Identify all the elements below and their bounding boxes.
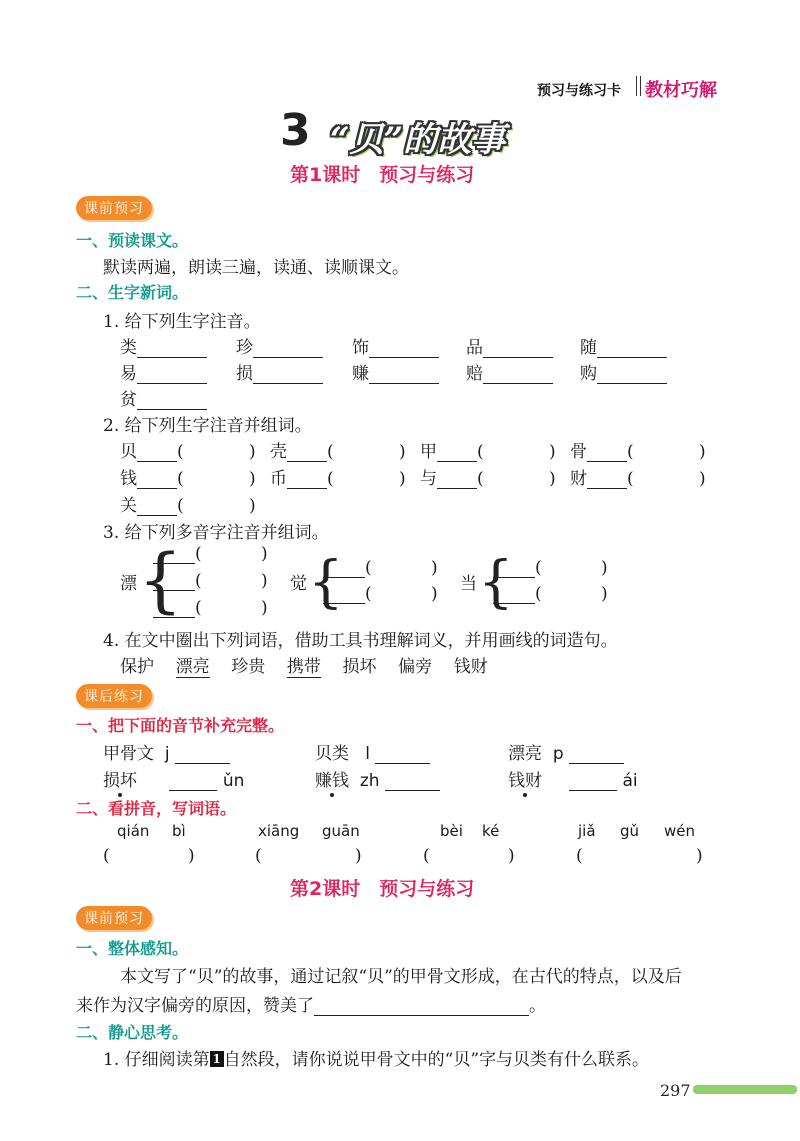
pinyin-blank[interactable]: [137, 461, 177, 462]
q2-item: 甲 ( ): [420, 442, 556, 462]
q3-line: ( ): [493, 558, 608, 578]
pinyin-blank[interactable]: [287, 488, 327, 489]
pinyin-blank[interactable]: [137, 409, 207, 410]
char-label: 关: [120, 496, 137, 516]
header-right-label: 教材巧解: [645, 80, 717, 101]
q1-char: [236, 359, 323, 384]
section-overview-title: 一、整体感知。: [76, 939, 189, 958]
part1-subtitle: 第1课时 预习与练习: [290, 164, 475, 186]
char-label: 类: [120, 338, 137, 358]
q4-word-list: [120, 652, 488, 677]
q4-word-underlined[interactable]: 携带: [286, 657, 321, 677]
page-number: 297: [660, 1081, 691, 1100]
char-label: 财: [570, 469, 587, 489]
pinyin-blank[interactable]: [153, 563, 195, 564]
syllable-word: 贝类: [315, 744, 349, 764]
section-new-words-title: 二、生字新词。: [76, 283, 189, 302]
pinyin-text: ké: [482, 822, 500, 840]
char-label: 随: [580, 338, 597, 358]
q4-word-underlined[interactable]: 漂亮: [175, 657, 210, 677]
char-label: 赚: [352, 364, 369, 384]
pinyin-blank[interactable]: [137, 488, 177, 489]
pinyin-blank[interactable]: [137, 357, 207, 358]
q2-item: 关 ( ): [120, 496, 256, 516]
paragraph-number-box: 1: [210, 1051, 224, 1067]
brace-icon: {: [478, 550, 514, 615]
pre-study-badge-2: [76, 906, 152, 930]
char-label: 饰: [352, 338, 369, 358]
answer-paren[interactable]: ( ): [103, 846, 195, 866]
overview-line-2-end: 。: [529, 996, 546, 1016]
pinyin-blank[interactable]: [597, 383, 667, 384]
brace-icon: {: [308, 550, 344, 615]
pinyin-blank[interactable]: [153, 590, 195, 591]
word-paren[interactable]: (: [177, 496, 184, 516]
overview-line-2: [76, 991, 546, 1016]
section-syllable-title: 一、把下面的音节补充完整。: [76, 716, 285, 735]
q3-char-dang: 当: [460, 574, 477, 594]
reflect-q1-post: 自然段，请你说说甲骨文中的“贝”字与贝类有什么联系。: [223, 1050, 650, 1070]
pinyin-blank[interactable]: [137, 515, 177, 516]
syllable-item: [315, 739, 430, 764]
word-paren[interactable]: (: [627, 469, 634, 489]
q2-item: 财 ( ): [570, 469, 706, 489]
pinyin-text: bèi: [440, 822, 463, 840]
syllable-hint: ǔn: [222, 771, 245, 791]
word-paren[interactable]: (: [477, 469, 484, 489]
char-label: 甲: [420, 442, 437, 462]
post-practice-badge: [76, 684, 152, 708]
syllable-word: 漂亮: [508, 744, 542, 764]
lesson-title: “贝”的故事: [330, 120, 506, 160]
pinyin-blank[interactable]: [287, 461, 327, 462]
pinyin-text: bì: [172, 822, 186, 840]
syllable-item: [508, 766, 638, 791]
word-paren[interactable]: (: [327, 442, 334, 462]
syllable-hint: zh: [359, 771, 380, 791]
q3-char-piao: 漂: [120, 574, 137, 594]
pinyin-text: jiǎ: [578, 822, 596, 840]
pinyin-blank[interactable]: [493, 603, 535, 604]
char-label: 贝: [120, 442, 137, 462]
pinyin-blank[interactable]: [587, 461, 627, 462]
syllable-blank[interactable]: [175, 763, 230, 764]
pinyin-blank[interactable]: [437, 488, 477, 489]
q3-line: ( ): [153, 571, 268, 591]
pinyin-blank[interactable]: [369, 357, 439, 358]
q2-item: 币 ( ): [270, 469, 406, 489]
q1-char: [352, 333, 439, 358]
syllable-hint: p: [552, 744, 564, 764]
pinyin-text: wén: [664, 822, 696, 840]
q1-char: [120, 333, 207, 358]
section-preread-text: 默读两遍，朗读三遍，读通、读顺课文。: [103, 258, 409, 278]
word-paren[interactable]: (: [327, 469, 334, 489]
reflect-q1-pre: 1. 仔细阅读第: [103, 1050, 210, 1070]
pre-study-badge-label: 课前预习: [76, 196, 152, 220]
brace-icon: {: [138, 539, 183, 621]
syllable-hint: l: [365, 744, 370, 764]
syllable-item: [103, 739, 230, 764]
section-preread-title: 一、预读课文。: [76, 231, 189, 250]
q3-line: ( ): [323, 584, 438, 604]
q4-word[interactable]: 损坏: [342, 657, 377, 677]
pinyin-blank[interactable]: [369, 383, 439, 384]
q4-instruction: 4. 在文中圈出下列词语，借助工具书理解词义，并用画线的词造句。: [103, 631, 618, 651]
section-reflect-title: 二、静心思考。: [76, 1023, 189, 1042]
syllable-hint: j: [164, 744, 170, 764]
q1-char: [120, 359, 207, 384]
char-label: 珍: [236, 338, 253, 358]
answer-paren[interactable]: ( ): [576, 846, 703, 866]
syllable-item: [508, 739, 624, 764]
syllable-blank[interactable]: [569, 763, 624, 764]
q1-char: [466, 359, 553, 384]
syllable-word: 钱财: [508, 771, 542, 791]
page-bar: [693, 1085, 797, 1094]
pinyin-blank[interactable]: [253, 357, 323, 358]
q3-char-jue: 觉: [290, 574, 307, 594]
pinyin-blank[interactable]: [587, 488, 627, 489]
syllable-hint: ái: [622, 771, 638, 791]
pinyin-blank[interactable]: [153, 617, 195, 618]
q4-word[interactable]: 珍贵: [231, 657, 266, 677]
q2-item: 壳 ( ): [270, 442, 406, 462]
word-paren[interactable]: (: [195, 544, 202, 564]
word-paren[interactable]: (: [195, 571, 202, 591]
pinyin-blank[interactable]: [483, 357, 553, 358]
word-paren[interactable]: (: [365, 584, 372, 604]
answer-paren[interactable]: ( ): [423, 846, 515, 866]
header-left-label: 预习与练习卡: [537, 83, 621, 99]
syllable-blank[interactable]: [169, 790, 217, 791]
syllable-blank[interactable]: [569, 790, 617, 791]
syllable-blank[interactable]: [385, 790, 440, 791]
word-paren[interactable]: (: [535, 584, 542, 604]
q4-word[interactable]: 保护: [120, 657, 154, 677]
pinyin-blank[interactable]: [493, 577, 535, 578]
pinyin-blank[interactable]: [483, 383, 553, 384]
pre-study-badge-label: 课前预习: [76, 906, 152, 930]
char-label: 骨: [570, 442, 587, 462]
overview-line-2-text: 来作为汉字偏旁的原因，赞美了: [76, 996, 314, 1016]
pre-study-badge: [76, 196, 152, 220]
q3-instruction: 3. 给下列多音字注音并组词。: [103, 523, 329, 543]
q1-char: [466, 333, 553, 358]
char-label: 贫: [120, 390, 137, 410]
char-label: 损: [236, 364, 253, 384]
section-pinyin-title: 二、看拼音，写词语。: [76, 799, 237, 818]
char-label: 币: [270, 469, 287, 489]
char-label: 易: [120, 364, 137, 384]
q1-char: [580, 333, 667, 358]
syllable-word: 损坏: [103, 771, 137, 791]
overview-line-1: 本文写了“贝”的故事，通过记叙“贝”的甲骨文形成，在古代的特点，以及后: [120, 967, 682, 987]
q1-char: [120, 385, 207, 410]
pinyin-text: xiāng: [258, 822, 300, 840]
q2-item: 与 ( ): [420, 469, 556, 489]
word-paren[interactable]: (: [535, 558, 542, 578]
q3-line: ( ): [323, 558, 438, 578]
pinyin-blank[interactable]: [597, 357, 667, 358]
q1-instruction: 1. 给下列生字注音。: [103, 312, 261, 332]
char-label: 壳: [270, 442, 287, 462]
pinyin-text: guān: [322, 822, 360, 840]
word-paren[interactable]: (: [477, 442, 484, 462]
header-separator: [636, 76, 641, 96]
syllable-word: 甲骨文: [103, 744, 154, 764]
syllable-word: 赚钱: [315, 771, 349, 791]
syllable-blank[interactable]: [375, 763, 430, 764]
char-label: 与: [420, 469, 437, 489]
word-paren[interactable]: (: [177, 442, 184, 462]
char-label: 赔: [466, 364, 483, 384]
q2-item: 贝 ( ): [120, 442, 256, 462]
q3-line: ( ): [153, 544, 268, 564]
char-label: 品: [466, 338, 483, 358]
q4-word[interactable]: 钱财: [453, 657, 488, 677]
q1-char: [236, 333, 323, 358]
word-paren[interactable]: (: [195, 598, 202, 618]
q3-line: ( ): [493, 584, 608, 604]
char-label: 购: [580, 364, 597, 384]
char-label: 钱: [120, 469, 137, 489]
pinyin-blank[interactable]: [323, 603, 365, 604]
q1-char: [580, 359, 667, 384]
pinyin-blank[interactable]: [323, 577, 365, 578]
lesson-number: 3: [280, 105, 311, 156]
post-practice-badge-label: 课后练习: [76, 684, 152, 708]
part2-subtitle: 第2课时 预习与练习: [290, 878, 475, 900]
overview-answer-blank[interactable]: [314, 1015, 529, 1016]
answer-paren[interactable]: ( ): [255, 846, 362, 866]
word-paren[interactable]: (: [365, 558, 372, 578]
syllable-item: [315, 766, 440, 791]
pinyin-text: gǔ: [620, 822, 640, 840]
q2-item: 钱 ( ): [120, 469, 256, 489]
word-paren[interactable]: (: [627, 442, 634, 462]
pinyin-blank[interactable]: [137, 383, 207, 384]
q2-item: 骨 ( ): [570, 442, 706, 462]
q3-line: ( ): [153, 598, 268, 618]
syllable-item: [103, 766, 244, 791]
q2-instruction: 2. 给下列生字注音并组词。: [103, 416, 312, 436]
q1-char: [352, 359, 439, 384]
pinyin-blank[interactable]: [253, 383, 323, 384]
word-paren[interactable]: (: [177, 469, 184, 489]
pinyin-blank[interactable]: [437, 461, 477, 462]
q4-word[interactable]: 偏旁: [398, 657, 433, 677]
reflect-q1: [103, 1045, 649, 1070]
pinyin-text: qián: [117, 822, 150, 840]
